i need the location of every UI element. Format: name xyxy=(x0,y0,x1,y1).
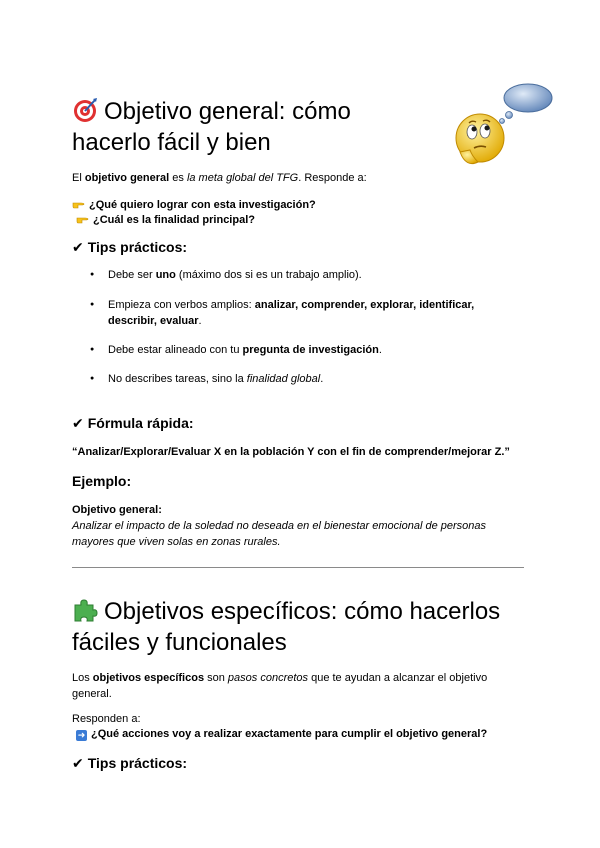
tip-text: . xyxy=(198,315,202,327)
tip-italic: finalidad global xyxy=(246,373,321,385)
tip-text: . xyxy=(378,344,382,356)
question-1 xyxy=(72,197,532,213)
thinking-face-icon xyxy=(452,82,554,174)
list-item xyxy=(90,342,510,358)
intro-text: es xyxy=(169,172,187,184)
section2-title-line1: Objetivos específicos: cómo hacerlos xyxy=(104,598,501,625)
tips-heading-1 xyxy=(72,239,187,256)
formula-text xyxy=(72,444,542,460)
example-label: Objetivo general: xyxy=(72,504,162,516)
right-arrow-icon: ➜ xyxy=(77,730,86,740)
target-icon xyxy=(72,97,98,123)
section2-intro xyxy=(72,670,532,702)
section2-question-text: ¿Qué acciones voy a realizar exactamente para cumplir el objetivo general? xyxy=(91,728,488,740)
tips-list-1 xyxy=(90,297,510,329)
check-mark-icon: ✔ xyxy=(72,415,84,431)
formula-bold: “Analizar/Explorar/Evaluar X en la población Y con el fin de comprender/mejorar Z.” xyxy=(72,446,510,458)
section1-title-line2: hacerlo fácil y bien xyxy=(72,129,271,156)
formula-heading xyxy=(72,415,194,432)
intro-italic: la meta global del TFG xyxy=(186,172,299,184)
puzzle-icon xyxy=(72,597,98,623)
list-item xyxy=(90,267,510,283)
intro-text: . Responde a: xyxy=(298,172,367,184)
list-item xyxy=(90,371,510,387)
question-1-text: ¿Qué quiero lograr con esta investigación? xyxy=(89,199,316,211)
intro-text: son xyxy=(204,672,228,684)
tips-list-1 xyxy=(90,342,510,358)
intro-bold: objetivos específicos xyxy=(92,672,205,684)
intro-bold: objetivo general xyxy=(84,172,170,184)
question-2 xyxy=(76,212,536,228)
tip-bold: uno xyxy=(155,269,176,281)
example-text-line1: Analizar el impacto de la soledad no deseada en el bienestar emocional de personas xyxy=(72,520,486,532)
tips-heading-2 xyxy=(72,755,187,772)
pointing-hand-icon xyxy=(76,214,90,224)
tip-text: Debe ser xyxy=(108,269,156,281)
question-2-text: ¿Cuál es la finalidad principal? xyxy=(93,214,255,226)
intro-text: que te ayudan a alcanzar el objetivo xyxy=(308,672,488,684)
intro-text: El xyxy=(72,172,85,184)
section2-title xyxy=(72,596,542,658)
section1-intro xyxy=(72,170,532,186)
check-mark-icon: ✔ xyxy=(72,755,84,771)
section1-title-line1: Objetivo general: cómo xyxy=(104,98,351,125)
formula-heading-text: Fórmula rápida: xyxy=(87,415,194,431)
tips-list-1 xyxy=(90,267,510,283)
section2-title-line2: fáciles y funcionales xyxy=(72,629,287,656)
section2-question xyxy=(76,726,536,742)
tips-heading-text: Tips prácticos: xyxy=(87,755,188,771)
tips-list-1 xyxy=(90,371,510,387)
tip-text: . xyxy=(320,373,324,385)
list-item xyxy=(90,297,510,329)
tip-bold: pregunta de investigación xyxy=(242,344,379,356)
example-text-line2: mayores que viven solas en zonas rurales. xyxy=(72,536,281,548)
pointing-hand-icon xyxy=(72,199,86,209)
tip-bold: analizar, comprender, explorar, identificar, describir, evaluar xyxy=(108,299,475,327)
intro-text: general. xyxy=(72,688,112,700)
intro-text: Los xyxy=(72,672,93,684)
tip-text: Debe estar alineado con tu xyxy=(108,344,243,356)
respond-label: Responden a: xyxy=(72,713,141,725)
example-block xyxy=(72,502,532,550)
section1-title xyxy=(72,96,472,158)
intro-italic: pasos concretos xyxy=(227,672,309,684)
example-heading: Ejemplo: xyxy=(72,473,132,489)
tips-heading-text: Tips prácticos: xyxy=(87,239,188,255)
check-mark-icon: ✔ xyxy=(72,239,84,255)
tip-text: (máximo dos si es un trabajo amplio). xyxy=(175,269,362,281)
tip-text: No describes tareas, sino la xyxy=(108,373,247,385)
horizontal-divider xyxy=(72,567,524,568)
tip-text: Empieza con verbos amplios: xyxy=(108,299,255,311)
